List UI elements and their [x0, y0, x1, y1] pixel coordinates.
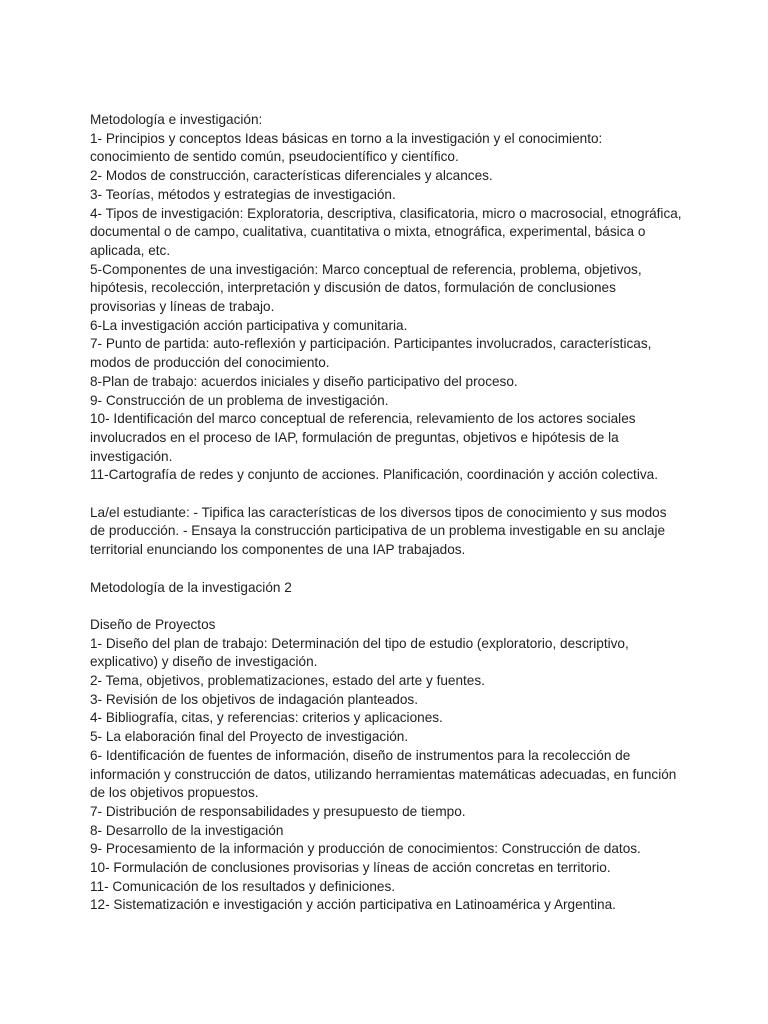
section-title: Metodología e investigación: — [90, 112, 263, 127]
section-diseno-de-proyectos — [90, 616, 682, 915]
list-item: 9- Procesamiento de la información y producción de conocimientos: Construcción de datos. — [90, 841, 641, 857]
list-item: 10- Formulación de conclusiones provisorias y líneas de acción concretas en territorio. — [90, 860, 611, 876]
list-item: 8- Desarrollo de la investigación — [90, 822, 284, 838]
list-item: 2- Tema, objetivos, problematizaciones, estado del arte y fuentes. — [90, 673, 485, 689]
blank-line — [90, 485, 682, 504]
list-item: 12- Sistematización e investigación y acción participativa en Latinoamérica y Argentina. — [90, 897, 616, 913]
list-item: 1- Principios y conceptos Ideas básicas en torno a la investigación y el conocimiento: conocimiento de sentido común, pseudocientífico y científico. — [90, 130, 603, 165]
section-metodologia-e-investigacion — [90, 111, 682, 485]
list-item: 3- Teorías, métodos y estrategias de investigación. — [90, 186, 396, 202]
list-item: 1- Diseño del plan de trabajo: Determinación del tipo de estudio (exploratorio, descriptivo, explicativo) y diseño de investigación. — [90, 635, 629, 670]
document-page — [90, 111, 682, 915]
blank-line — [90, 597, 682, 616]
student-objectives: La/el estudiante: - Tipifica las características de los diversos tipos de conocimiento y sus modos de producción. - Ensaya la construcción participativa de un problema investigable en su anclaje territorial enunciando los componentes de una IAP trabajados. — [90, 504, 667, 558]
list-item: 8-Plan de trabajo: acuerdos iniciales y diseño participativo del proceso. — [90, 373, 518, 389]
section-subtitle: Diseño de Proyectos — [90, 616, 216, 632]
section-title: Metodología de la investigación 2 — [90, 579, 292, 595]
list-item: 5-Componentes de una investigación: Marco conceptual de referencia, problema, objetivos, hipótesis, recolección, interpretación y discusión de datos, formulación de conclusiones provisorias y líneas de trabajo. — [90, 261, 642, 315]
blank-line — [90, 560, 682, 579]
list-item: 7- Punto de partida: auto-reflexión y participación. Participantes involucrados, características, modos de producción del conocimiento. — [90, 336, 652, 371]
list-item: 11- Comunicación de los resultados y definiciones. — [90, 878, 396, 894]
list-item: 4- Tipos de investigación: Exploratoria, descriptiva, clasificatoria, micro o macrosocial, etnográfica, documental o de campo, cualitativa, cuantitativa o mixta, etnográfica, experimental, básica o aplicada, etc. — [90, 205, 682, 258]
list-item: 11-Cartografía de redes y conjunto de acciones. Planificación, coordinación y acción colectiva. — [90, 467, 658, 483]
list-item: 3- Revisión de los objetivos de indagación planteados. — [90, 691, 418, 707]
list-item: 10- Identificación del marco conceptual de referencia, relevamiento de los actores sociales involucrados en el proceso de IAP, formulación de preguntas, objetivos e hipótesis de la investigación. — [90, 411, 636, 464]
list-item: 7- Distribución de responsabilidades y presupuesto de tiempo. — [90, 803, 466, 819]
list-item: 2- Modos de construcción, características diferenciales y alcances. — [90, 168, 493, 184]
list-item: 4- Bibliografía, citas, y referencias: criterios y aplicaciones. — [90, 710, 443, 726]
list-item: 5- La elaboración final del Proyecto de investigación. — [90, 729, 409, 745]
list-item: 6- Identificación de fuentes de información, diseño de instrumentos para la recolección de información y construcción de datos, utilizando herramientas matemáticas adecuadas, en función de los objetivos propuestos. — [90, 747, 677, 801]
list-item: 9- Construcción de un problema de investigación. — [90, 392, 389, 408]
list-item: 6-La investigación acción participativa y comunitaria. — [90, 317, 408, 333]
